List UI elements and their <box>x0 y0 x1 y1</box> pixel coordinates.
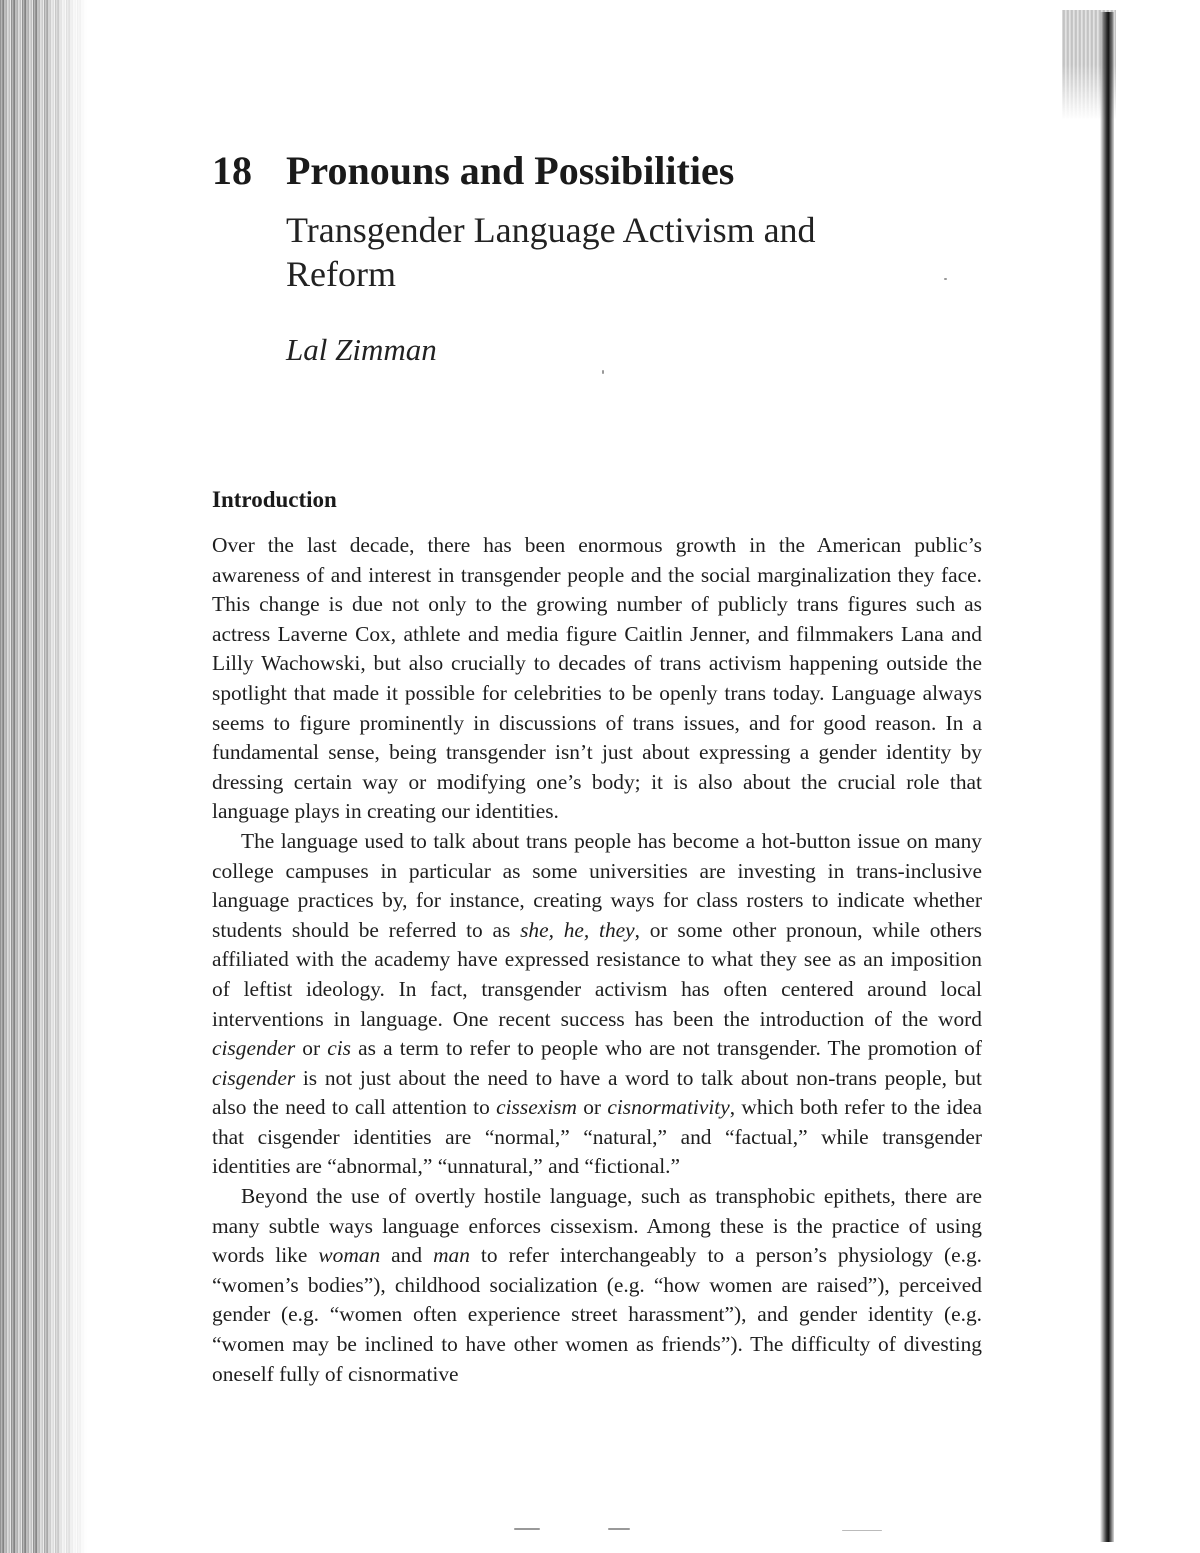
text-run: and <box>380 1243 434 1268</box>
paragraph <box>212 531 982 827</box>
paragraph <box>212 1182 982 1389</box>
italic-term: cisgender <box>212 1036 296 1061</box>
scan-speck <box>944 278 947 280</box>
italic-term: cissexism <box>496 1095 577 1120</box>
scan-speck <box>514 1528 540 1530</box>
text-run: to refer interchangeably to a person’s physiology (e.g. “women’s bodies”), childhood socialization (e.g. “how women are raised”), perceived gender (e.g. “women often experience street harassment”), and gender identity (e.g. “women may be inclined to have other women as friends”). The difficulty of divesting oneself fully of cisnormative <box>212 1243 982 1386</box>
section-heading: Introduction <box>212 487 337 512</box>
chapter-author: Lal Zimman <box>286 332 437 367</box>
italic-term: she, he, they <box>520 917 635 942</box>
italic-term: cisgender <box>212 1065 296 1090</box>
italic-term: cis <box>327 1036 352 1061</box>
text-run: , which both refer to the idea that cisgender identities are “normal,” “natural,” and “factual,” while transgender identities are “abnormal,” “unnatural,” and “fictional.” <box>212 1095 982 1179</box>
italic-term: cisnormativity <box>607 1095 730 1120</box>
scan-speck <box>602 370 604 374</box>
italic-term: man <box>433 1243 470 1268</box>
chapter-number: 18 <box>212 148 252 193</box>
text-run: , or some other pronoun, while others affiliated with the academy have expressed resistance to what they see as an imposition of leftist ideology. In fact, transgender activism has often centered around local interventions in language. One recent success has been the introduction of the word <box>212 917 982 1031</box>
italic-term: woman <box>318 1243 381 1268</box>
scan-speck <box>842 1530 882 1531</box>
text-run: is not just about the need to have a word to talk about non-trans people, but also the need to call attention to <box>212 1065 982 1120</box>
text-run: as a term to refer to people who are not transgender. The promotion of <box>351 1036 982 1061</box>
text-run: Over the last decade, there has been enormous growth in the American public’s awareness of and interest in transgender people and the social marginalization they face. This change is due not only to the growing number of publicly trans figures such as actress Laverne Cox, athlete and media figure Caitlin Jenner, and filmmakers Lana and Lilly Wachowski, but also crucially to decades of trans activism happening outside the spotlight that made it possible for celebrities to be openly trans today. Language always seems to figure prominently in discussions of trans issues, and for good reason. In a fundamental sense, being transgender isn’t just about expressing a gender identity by dressing certain way or modifying one’s body; it is also about the crucial role that language plays in creating our identities. <box>212 533 982 824</box>
chapter-heading <box>212 146 734 196</box>
body-text <box>212 531 982 1389</box>
text-run: The language used to talk about trans people has become a hot-button issue on many college campuses in particular as some universities are investing in trans-inclusive language practices by, for instance, creating ways for class rosters to indicate whether students should be referred to as <box>212 828 982 942</box>
text-run: or <box>576 1095 608 1120</box>
chapter-subtitle: Transgender Language Activism and Reform <box>286 210 816 294</box>
scan-speck <box>608 1528 630 1530</box>
text-run: or <box>295 1036 328 1061</box>
paragraph <box>212 827 982 1182</box>
chapter-title: Pronouns and Possibilities <box>286 148 735 193</box>
text-run: Beyond the use of overtly hostile language, such as transphobic epithets, there are many subtle ways language enforces cissexism. Among these is the practice of using words like <box>212 1184 982 1268</box>
